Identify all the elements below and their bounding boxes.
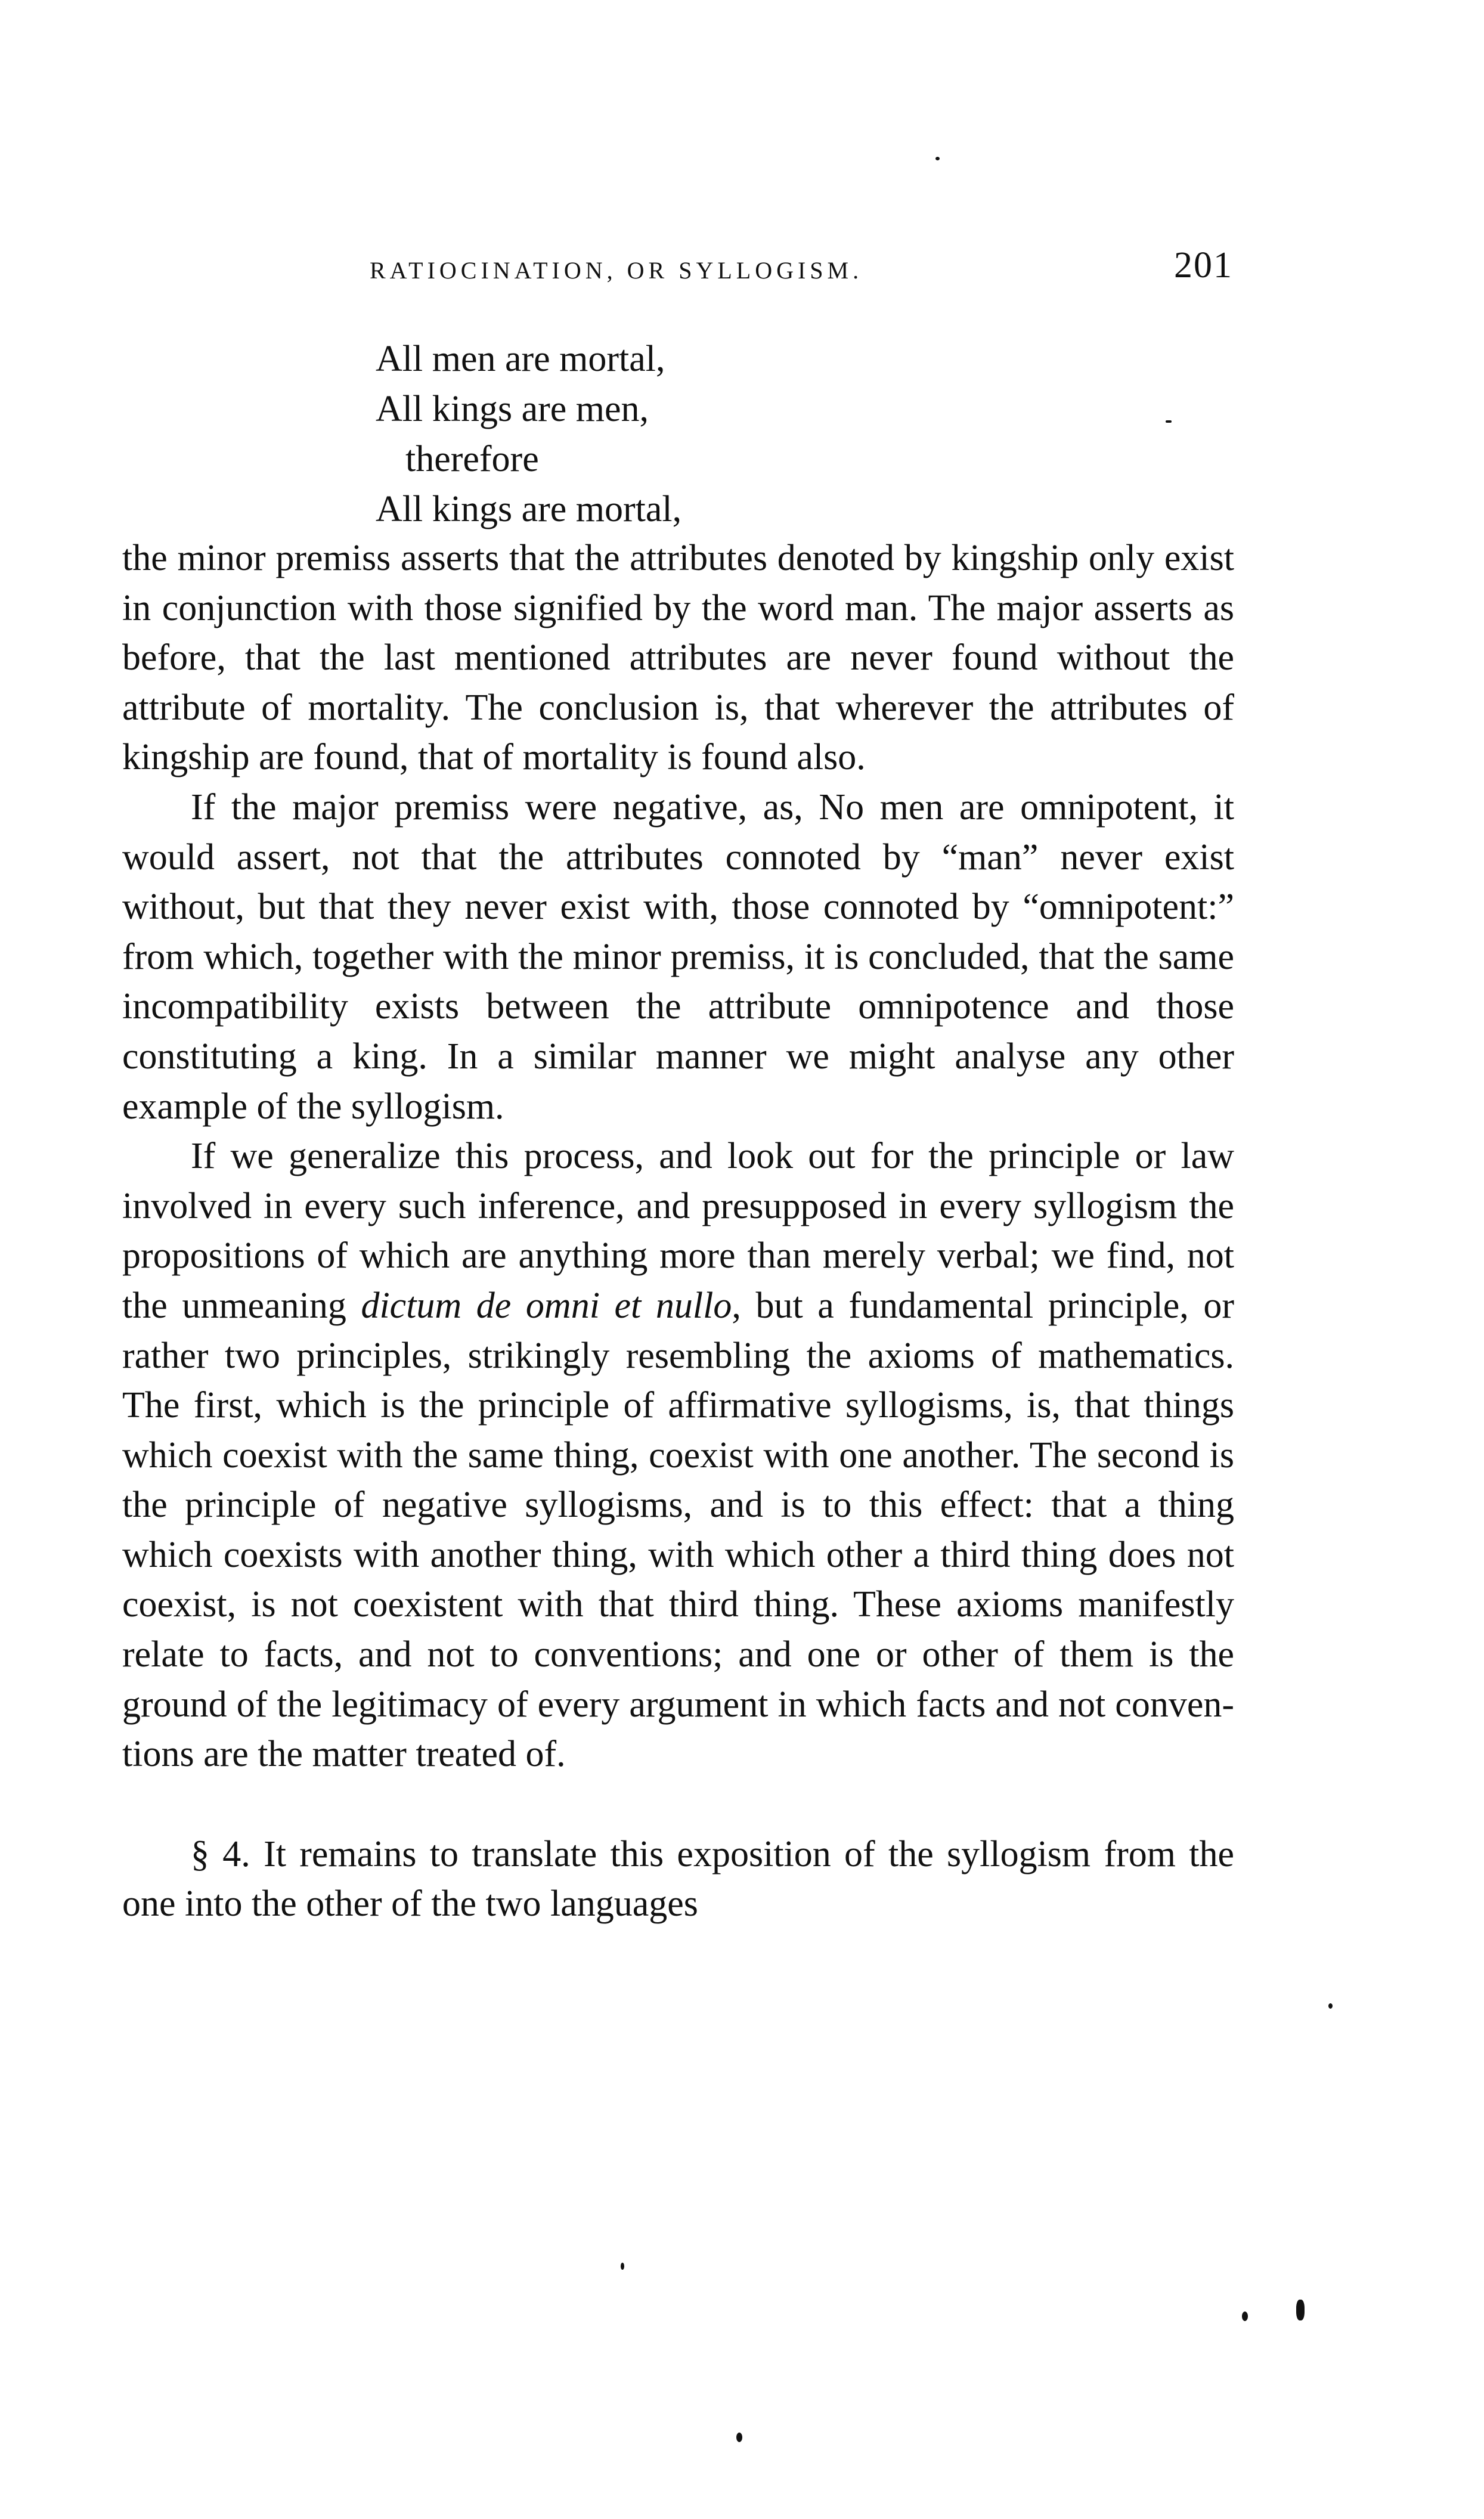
paragraph-axioms bbox=[122, 1132, 1234, 1780]
scan-speck bbox=[736, 2433, 742, 2442]
scan-speck bbox=[1166, 420, 1172, 423]
scan-speck bbox=[1328, 2003, 1333, 2009]
syllogism-minor-premise: All kings are men, bbox=[376, 389, 649, 429]
section-4-paragraph: § 4. It remains to translate this exposition of the syllogism from the one into the other of the two languages bbox=[122, 1833, 1234, 1925]
scan-speck bbox=[935, 157, 940, 160]
paragraph-minor-premiss: the minor premiss asserts that the attributes denoted by kingship only exist in conjunction with those signified by the word man. The major asserts as before, that the last mentioned attributes are never found without the attribute of mortality. The conclusion is, that wherever the attributes of kingship are found, that of mortality is found also. bbox=[122, 538, 1234, 778]
paragraph-axioms-part-2: , but a fundamental principle, or rather two principles, strikingly resembling the axioms of mathematics. The first, which is the principle of affirmative syllogisms, is, that things which coexist with the same thing, coexist with one another. The second is the principle of negative syllogisms, and is to this effect: that a thing which coexists with another thing, with which other a third thing does not coexist, is not coexistent with that third thing. These axioms manifestly relate to facts, and not to conventions; and one or other of them is the ground of the legitimacy of every argument in which facts and not conventions are the matter treated of. bbox=[122, 1285, 1234, 1775]
scan-speck bbox=[621, 2263, 624, 2270]
syllogism-connective: therefore bbox=[405, 439, 539, 479]
paragraph-negative-major: If the major premiss were negative, as, No men are omnipotent, it would assert, not that the attributes connoted by “man” never exist without, but that they never exist with, those connoted by “omnipotent:” from which, together with the minor premiss, it is concluded, that the same incompatibility exists between the attribute omnipotence and those constituting a king. In a similar manner we might analyse any other example of the syllogism. bbox=[122, 786, 1234, 1127]
syllogism-conclusion: All kings are mortal, bbox=[376, 489, 682, 529]
scan-speck bbox=[1242, 2312, 1248, 2321]
latin-phrase: dictum de omni et nullo bbox=[361, 1285, 732, 1326]
running-head bbox=[122, 244, 1234, 292]
running-title: RATIOCINATION, OR SYLLOGISM. bbox=[370, 257, 863, 284]
syllogism-major-premise: All men are mortal, bbox=[376, 339, 665, 379]
scan-speck bbox=[1296, 2300, 1305, 2320]
page-number: 201 bbox=[1174, 245, 1233, 286]
paragraph-axioms-part-1: If we generalize this process, and look out for the principle or law involved in every such inference, and presupposed in every syllogism the propositions of which are anything more than merely verbal; we find, not the unmeaning bbox=[122, 1136, 1234, 1326]
body-text bbox=[122, 534, 1234, 1929]
